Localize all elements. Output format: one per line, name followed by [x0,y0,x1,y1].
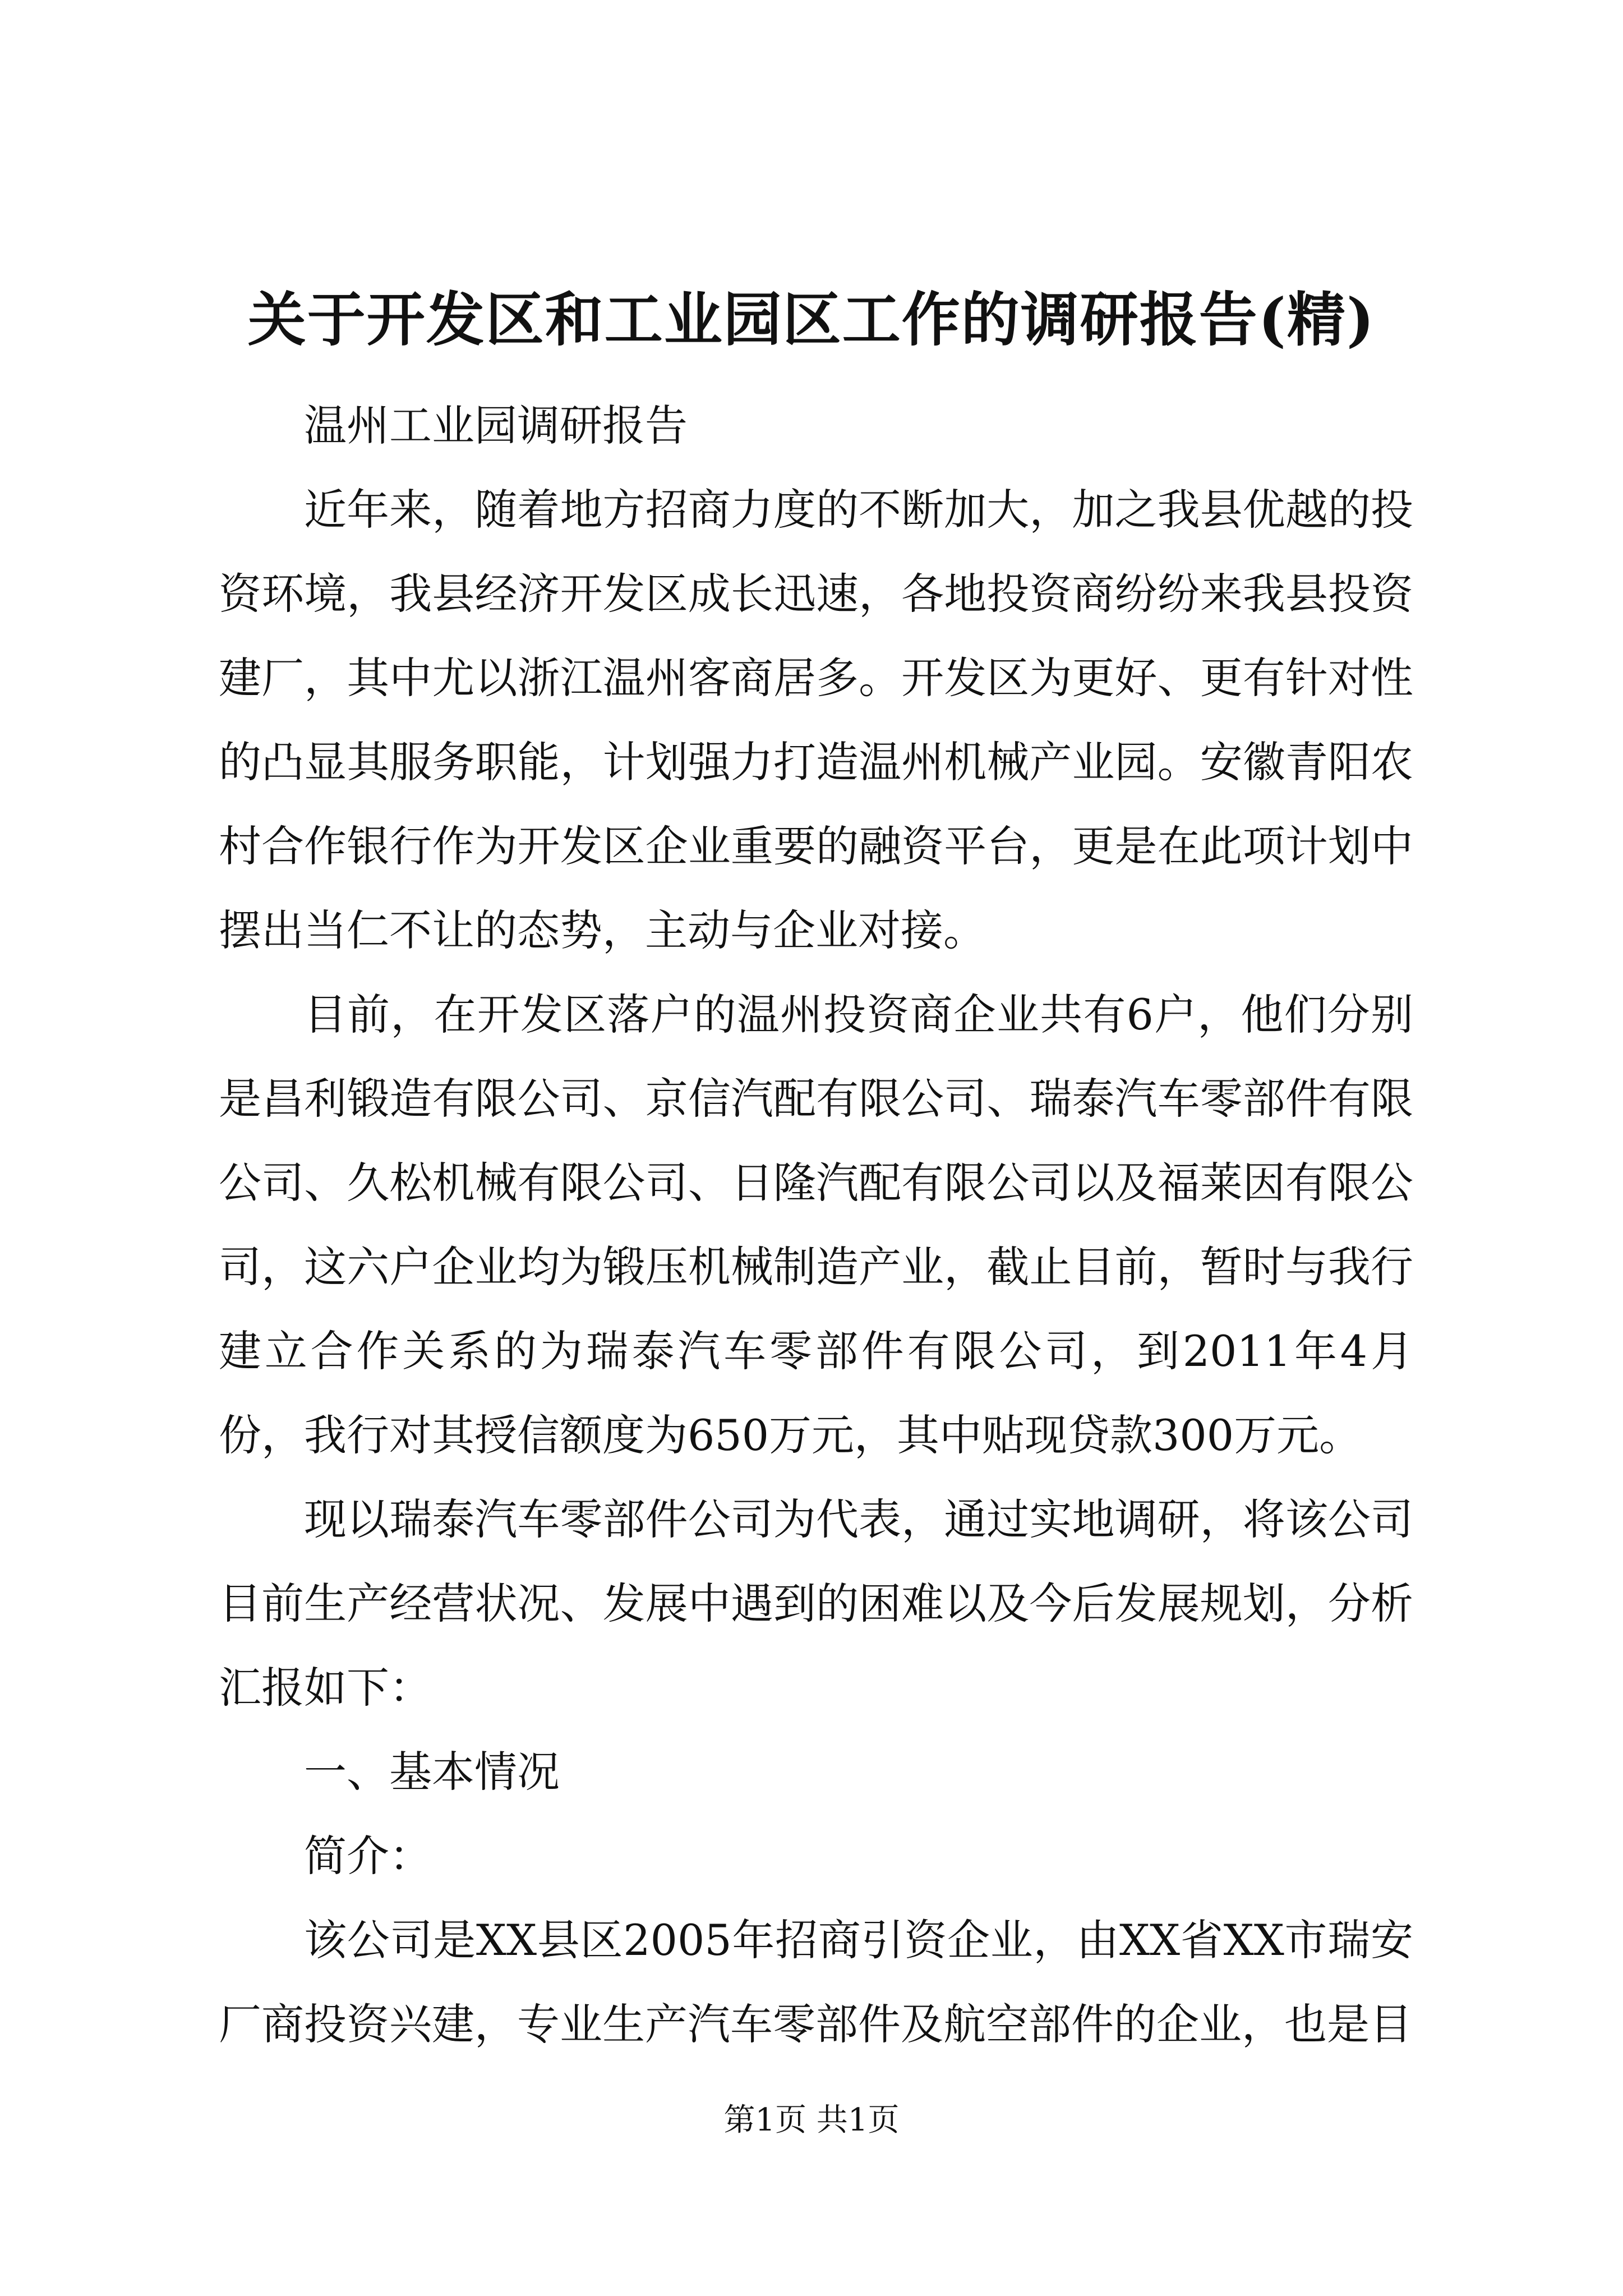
document-title: 关于开发区和工业园区工作的调研报告(精) [247,285,1376,354]
section-heading: 一、基本情况 [304,1747,560,1797]
subtitle-paragraph: 温州工业园调研报告 [304,401,688,450]
company-profile-paragraph: 该公司是XX县区2005年招商引资企业，由XX省XX市瑞安厂商投资兴建，专业生产汽车零部件及航空部件的企业，也是目 [219,1915,1413,2049]
enterprises-paragraph: 目前，在开发区落户的温州投资商企业共有6户，他们分别是昌利锻造有限公司、京信汽配有限公司、瑞泰汽车零部件有限公司、久松机械有限公司、日隆汽配有限公司以及福莱因有限公司，这六户企业均为锻压机械制造产业，截止目前，暂时与我行建立合作关系的为瑞泰汽车零部件有限公司，到2011年4月份，我行对其授信额度为650万元，其中贴现贷款300万元。 [219,990,1413,1460]
subsection-heading: 简介： [304,1831,432,1881]
document-body [219,384,1413,2067]
page-number-footer: 第1页 共1页 [723,2102,900,2138]
intro-paragraph: 近年来，随着地方招商力度的不断加大，加之我县优越的投资环境，我县经济开发区成长迅速，各地投资商纷纷来我县投资建厂，其中尤以浙江温州客商居多。开发区为更好、更有针对性的凸显其服务职能，计划强力打造温州机械产业园。安徽青阳农村合作银行作为开发区企业重要的融资平台，更是在此项计划中摆出当仁不让的态势，主动与企业对接。 [219,485,1413,955]
report-scope-paragraph: 现以瑞泰汽车零部件公司为代表，通过实地调研，将该公司目前生产经营状况、发展中遇到的困难以及今后发展规划，分析汇报如下： [219,1494,1413,1713]
